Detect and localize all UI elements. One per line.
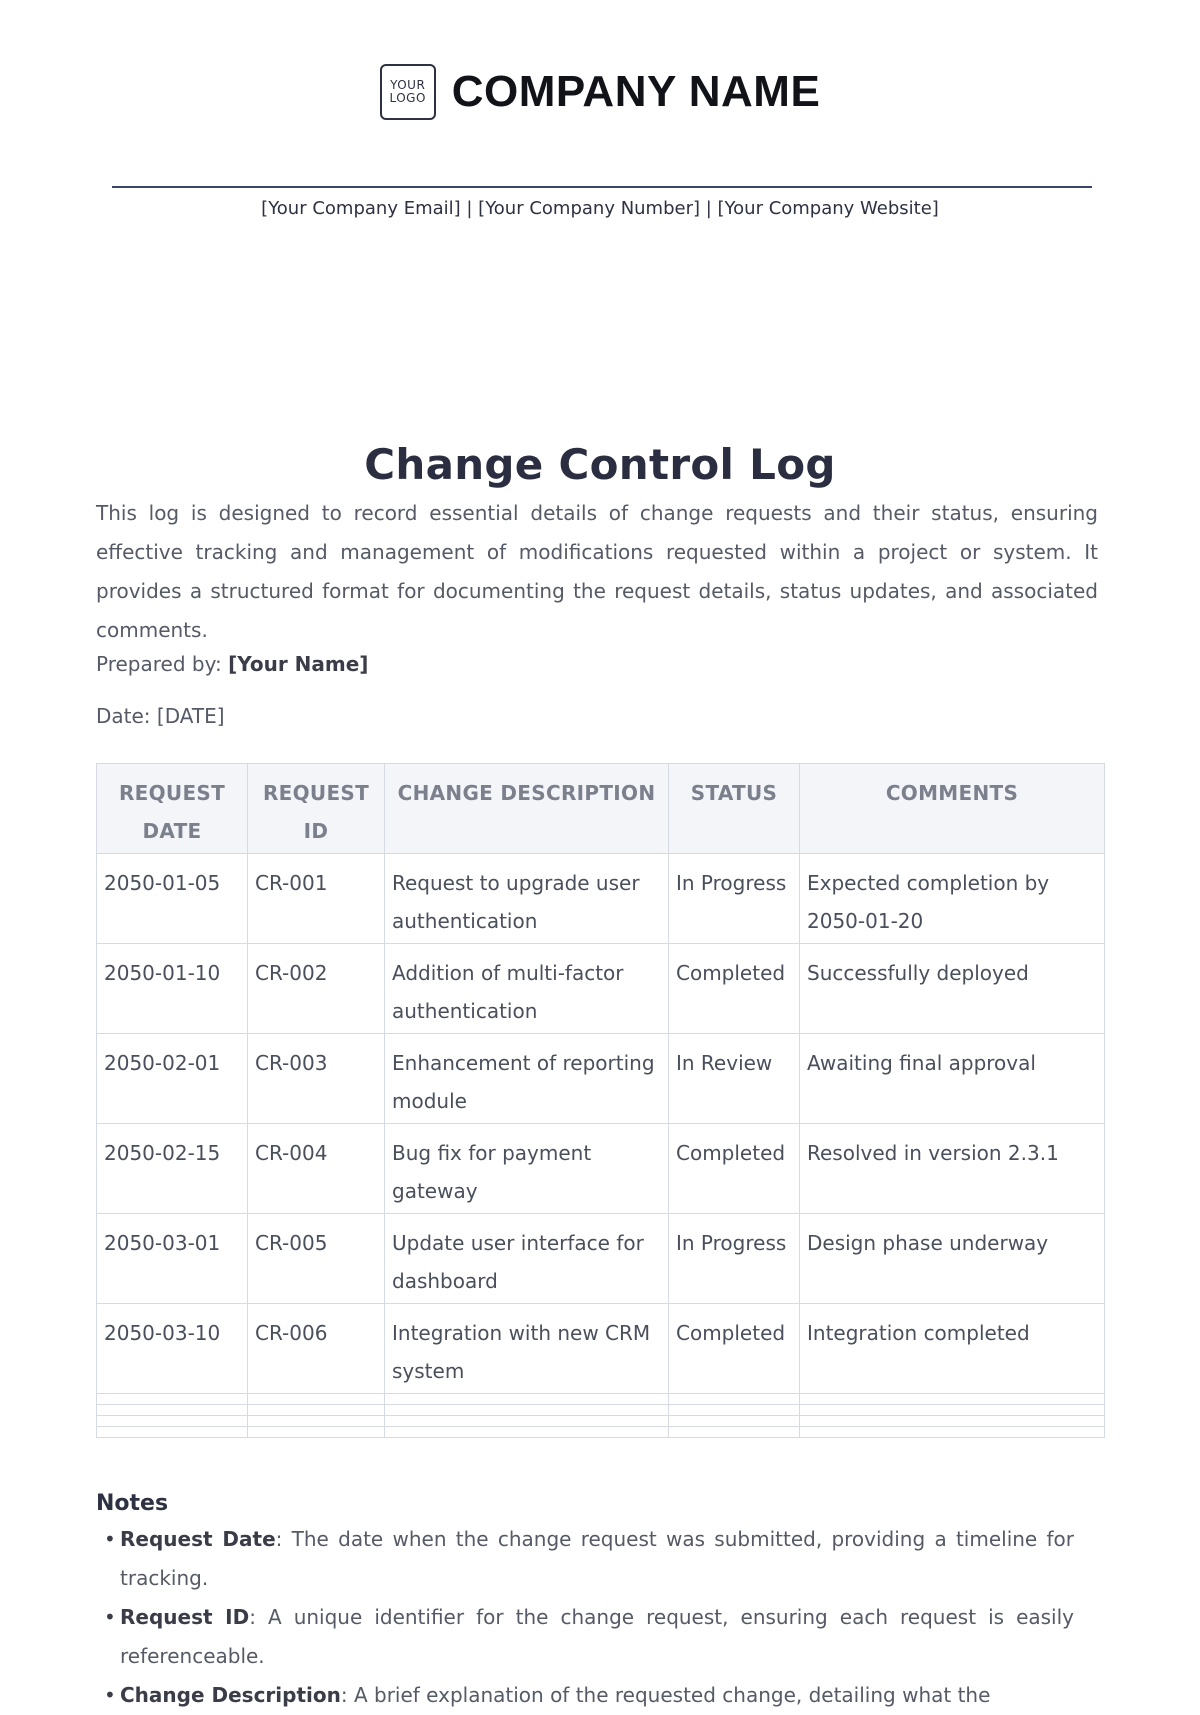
empty-cell [669, 1394, 800, 1405]
table-row [97, 1034, 1105, 1124]
empty-cell [385, 1427, 669, 1438]
notes-list [96, 1520, 1074, 1715]
empty-cell [248, 1416, 385, 1427]
logo-text-line1: YOUR [390, 78, 426, 92]
cell-change-description: Request to upgrade user authentication [385, 854, 669, 944]
header-divider [112, 186, 1092, 188]
cell-comments: Successfully deployed [800, 944, 1105, 1034]
list-item [96, 1520, 1074, 1598]
empty-cell [97, 1394, 248, 1405]
cell-request-date: 2050-02-15 [97, 1124, 248, 1214]
table-row-empty [97, 1405, 1105, 1416]
cell-request-id: CR-004 [248, 1124, 385, 1214]
note-term: Request Date [120, 1527, 276, 1551]
cell-request-date: 2050-03-10 [97, 1304, 248, 1394]
cell-request-date: 2050-03-01 [97, 1214, 248, 1304]
cell-comments: Design phase underway [800, 1214, 1105, 1304]
table-row [97, 944, 1105, 1034]
cell-request-id: CR-006 [248, 1304, 385, 1394]
page-title: Change Control Log [364, 440, 836, 489]
cell-change-description: Integration with new CRM system [385, 1304, 669, 1394]
date-value: [DATE] [156, 704, 225, 728]
cell-comments: Resolved in version 2.3.1 [800, 1124, 1105, 1214]
note-text: : A unique identifier for the change request, ensuring each request is easily referenceable. [120, 1605, 1075, 1668]
cell-comments: Expected completion by 2050-01-20 [800, 854, 1105, 944]
document-header [0, 64, 1200, 120]
cell-change-description: Update user interface for dashboard [385, 1214, 669, 1304]
table-row-empty [97, 1416, 1105, 1427]
empty-cell [248, 1405, 385, 1416]
cell-change-description: Addition of multi-factor authentication [385, 944, 669, 1034]
note-term: Request ID [120, 1605, 250, 1629]
empty-cell [669, 1416, 800, 1427]
list-item [96, 1676, 1074, 1715]
empty-cell [385, 1405, 669, 1416]
header-status: STATUS [669, 764, 800, 854]
table-row [97, 854, 1105, 944]
header-change-description: CHANGE DESCRIPTION [385, 764, 669, 854]
cell-comments: Awaiting final approval [800, 1034, 1105, 1124]
table-header-row [97, 764, 1105, 854]
cell-status: Completed [669, 1304, 800, 1394]
header-request-date: REQUEST DATE [97, 764, 248, 854]
note-text: : A brief explanation of the requested change, detailing what the [340, 1683, 991, 1707]
empty-cell [97, 1405, 248, 1416]
empty-cell [669, 1405, 800, 1416]
cell-request-id: CR-002 [248, 944, 385, 1034]
empty-cell [800, 1405, 1105, 1416]
cell-request-id: CR-001 [248, 854, 385, 944]
list-item [96, 1598, 1074, 1676]
empty-cell [97, 1427, 248, 1438]
empty-cell [248, 1427, 385, 1438]
empty-cell [97, 1416, 248, 1427]
cell-request-id: CR-003 [248, 1034, 385, 1124]
empty-cell [800, 1394, 1105, 1405]
cell-status: In Progress [669, 854, 800, 944]
cell-status: In Review [669, 1034, 800, 1124]
cell-request-date: 2050-01-05 [97, 854, 248, 944]
prepared-by [96, 652, 368, 676]
header-comments: COMMENTS [800, 764, 1105, 854]
cell-request-date: 2050-02-01 [97, 1034, 248, 1124]
change-log-table [96, 763, 1105, 1438]
table-row-empty [97, 1427, 1105, 1438]
logo-text-line2: LOGO [389, 91, 426, 105]
note-term: Change Description [120, 1683, 341, 1707]
cell-request-date: 2050-01-10 [97, 944, 248, 1034]
notes-heading: Notes [96, 1491, 169, 1516]
table-row [97, 1124, 1105, 1214]
company-contact-info: [Your Company Email] | [Your Company Number] | [Your Company Website] [261, 198, 939, 219]
cell-status: In Progress [669, 1214, 800, 1304]
cell-request-id: CR-005 [248, 1214, 385, 1304]
cell-change-description: Bug fix for payment gateway [385, 1124, 669, 1214]
header-request-id: REQUEST ID [248, 764, 385, 854]
empty-cell [248, 1394, 385, 1405]
empty-cell [800, 1427, 1105, 1438]
empty-cell [385, 1416, 669, 1427]
table-row [97, 1304, 1105, 1394]
date-label: Date: [96, 704, 151, 728]
table-row [97, 1214, 1105, 1304]
company-logo [380, 64, 436, 120]
cell-status: Completed [669, 944, 800, 1034]
empty-cell [385, 1394, 669, 1405]
note-text: : The date when the change request was submitted, providing a timeline for tracking. [120, 1527, 1075, 1590]
cell-status: Completed [669, 1124, 800, 1214]
document-date [96, 704, 225, 728]
cell-comments: Integration completed [800, 1304, 1105, 1394]
empty-cell [800, 1416, 1105, 1427]
prepared-by-label: Prepared by: [96, 652, 222, 676]
intro-paragraph: This log is designed to record essential details of change requests and their status, ensuring effective tracking and management of modifications requested within a project or system. It provides a structured format for documenting the request details, status updates, and associated comments. [96, 501, 1098, 642]
empty-cell [669, 1427, 800, 1438]
table-row-empty [97, 1394, 1105, 1405]
prepared-by-value: [Your Name] [228, 652, 369, 676]
cell-change-description: Enhancement of reporting module [385, 1034, 669, 1124]
company-name: COMPANY NAME [451, 67, 821, 116]
